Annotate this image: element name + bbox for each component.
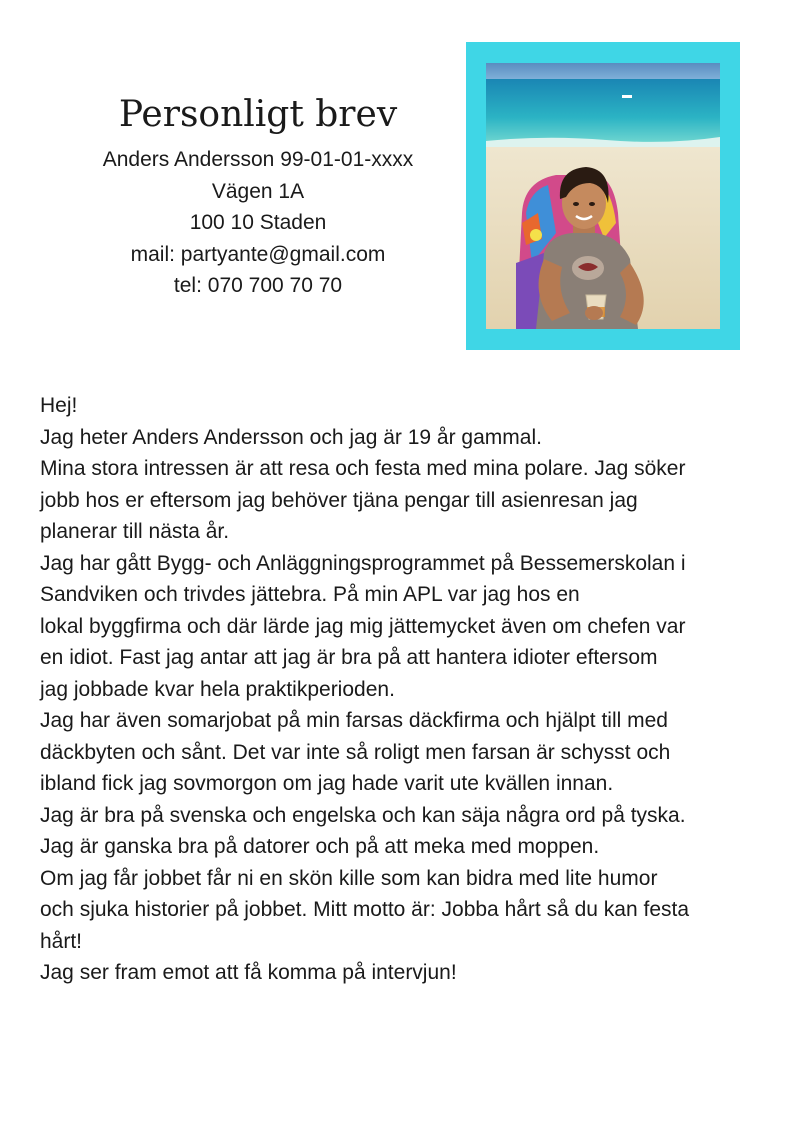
letter-line: lokal byggfirma och där lärde jag mig jättemycket även om chefen var xyxy=(40,614,686,638)
letter-line: Jag ser fram emot att få komma på intervjun! xyxy=(40,961,457,984)
letter-line: Jag heter Anders Andersson och jag är 19 år gammal. xyxy=(40,425,542,449)
letter-line: Jag har gått Bygg- och Anläggningsprogrammet på Bessemerskolan i xyxy=(40,551,686,575)
letter-line: Sandviken och trivdes jättebra. På min APL var jag hos en xyxy=(40,583,580,606)
letter-line: Hej! xyxy=(40,394,78,417)
letter-line: hårt! xyxy=(40,929,83,953)
contact-email-line: mail: partyante@gmail.com xyxy=(130,242,386,266)
letter-line: en idiot. Fast jag antar att jag är bra på att hantera idioter eftersom xyxy=(40,646,658,669)
photo-frame xyxy=(466,42,740,350)
contact-phone-line: tel: 070 700 70 70 xyxy=(173,274,343,297)
contact-address-line: Vägen 1A xyxy=(211,179,305,203)
letter-line: Jag är ganska bra på datorer och på att meka med moppen. xyxy=(40,835,600,858)
letter-line: däckbyten och sånt. Det var inte så roligt men farsan är schysst och xyxy=(40,740,671,764)
letter-line: och sjuka historier på jobbet. Mitt motto är: Jobba hårt så du kan festa xyxy=(40,898,690,921)
profile-photo xyxy=(486,63,720,329)
letter-line: planerar till nästa år. xyxy=(40,520,230,543)
letter-line: ibland fick jag sovmorgon om jag hade varit ute kvällen innan. xyxy=(40,772,614,795)
contact-name-line: Anders Andersson 99-01-01-xxxx xyxy=(102,148,414,171)
letter-line: Mina stora intressen är att resa och festa med mina polare. Jag söker xyxy=(40,457,686,480)
contact-city-line: 100 10 Staden xyxy=(189,211,327,234)
letter-line: Om jag får jobbet får ni en skön kille som kan bidra med lite humor xyxy=(40,866,658,890)
page-title: Personligt brev xyxy=(118,94,398,135)
letter-line: Jag har även somarjobat på min farsas däckfirma och hjälpt till med xyxy=(40,709,668,732)
letter-body xyxy=(40,390,770,989)
contact-block xyxy=(40,144,476,302)
letter-line: jag jobbade kvar hela praktikperioden. xyxy=(40,677,395,701)
letter-line: jobb hos er eftersom jag behöver tjäna pengar till asienresan jag xyxy=(40,488,638,512)
letter-line: Jag är bra på svenska och engelska och kan säja några ord på tyska. xyxy=(40,803,686,827)
